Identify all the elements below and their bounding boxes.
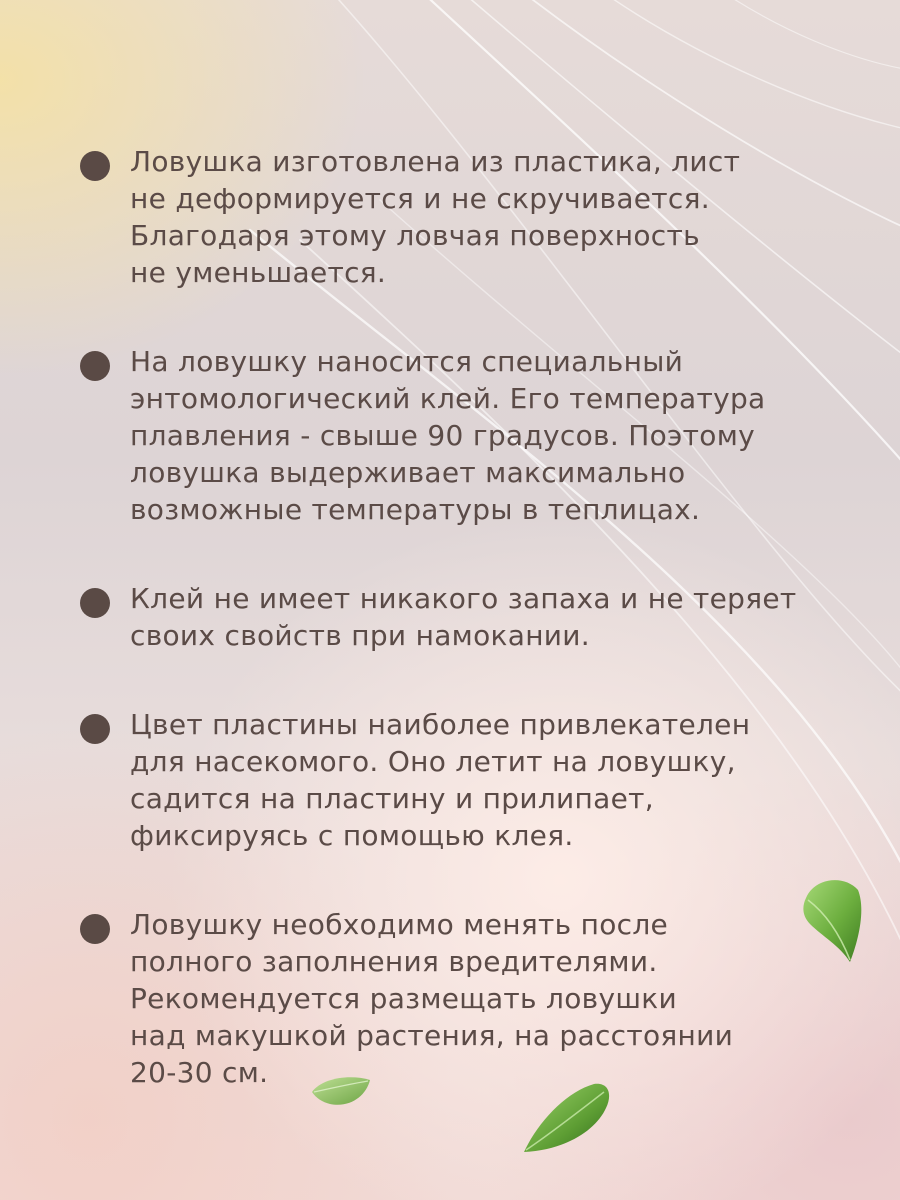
- bullet-dot-icon: [80, 351, 110, 381]
- leaf-icon: [520, 1078, 612, 1158]
- list-item-text-line: Ловушка изготовлена из пластика, лист: [130, 145, 741, 178]
- list-item-text-line: возможные температуры в теплицах.: [130, 493, 701, 526]
- list-item-text-line: Ловушку необходимо менять после: [130, 908, 669, 941]
- list-item: [80, 343, 820, 528]
- list-item-text-line: для насекомого. Оно летит на ловушку,: [130, 745, 736, 778]
- list-item-text-line: Благодаря этому ловчая поверхность: [130, 219, 700, 252]
- list-item-text-line: фиксируясь с помощью клея.: [130, 819, 574, 852]
- bullet-dot-icon: [80, 588, 110, 618]
- list-item-text-line: На ловушку наносится специальный: [130, 345, 684, 378]
- list-item-text-line: Цвет пластины наиболее привлекателен: [130, 708, 751, 741]
- list-item: [80, 143, 820, 291]
- list-item-text-line: плавления - свыше 90 градусов. Поэтому: [130, 419, 756, 452]
- list-item-text-line: Клей не имеет никакого запаха и не теряет: [130, 582, 797, 615]
- list-item-text-line: своих свойств при намокании.: [130, 619, 590, 652]
- list-item-text-line: Рекомендуется размещать ловушки: [130, 982, 677, 1015]
- list-item-text-line: не уменьшается.: [130, 256, 387, 289]
- list-item-text-line: садится на пластину и прилипает,: [130, 782, 654, 815]
- bullet-dot-icon: [80, 914, 110, 944]
- list-item: [80, 580, 820, 654]
- feature-list: [80, 143, 820, 1143]
- bullet-dot-icon: [80, 714, 110, 744]
- list-item-text-line: 20-30 см.: [130, 1056, 269, 1089]
- list-item-text-line: полного заполнения вредителями.: [130, 945, 658, 978]
- list-item: [80, 906, 820, 1091]
- leaf-icon: [310, 1072, 372, 1110]
- leaf-icon: [800, 876, 864, 966]
- list-item-text-line: не деформируется и не скручивается.: [130, 182, 710, 215]
- list-item-text-line: ловушка выдерживает максимально: [130, 456, 686, 489]
- list-item: [80, 706, 820, 854]
- list-item-text-line: энтомологический клей. Его температура: [130, 382, 766, 415]
- bullet-dot-icon: [80, 151, 110, 181]
- list-item-text-line: над макушкой растения, на расстоянии: [130, 1019, 734, 1052]
